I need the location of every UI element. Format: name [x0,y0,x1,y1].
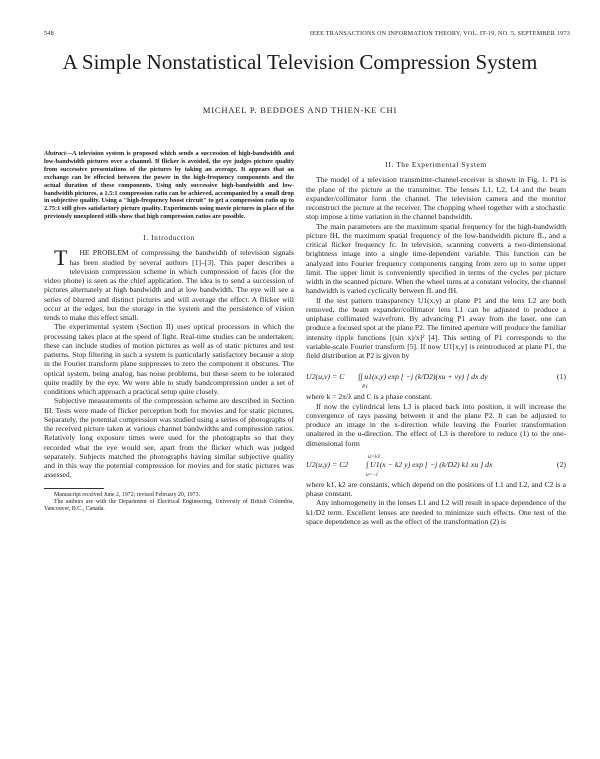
system-paragraph-2: The main parameters are the maximum spatial frequency for the high-bandwidth picture fH, the maximum spatial frequency of the low-bandwidth picture fL, and a critical flicker frequency fc. In television, scanning converts a two-dimensional brightness image into a single time-dependent variable. This function can be analyzed into Fourier frequency components ranging from zero up to some upper limit. The upper limit is conveniently specified in terms of the cycles per picture width in the scanned picture. When the wheel turns at a constant velocity, the channel bandwidth is varied cyclically between fL and fH. [306,221,567,296]
intro-paragraph-1 [44,245,294,323]
footnote-rule [44,488,104,489]
paper-title: A Simple Nonstatistical Television Compression System [62,50,538,74]
system-heading: II. The Experimental System [385,160,487,169]
equation-2-lhs: U2(u,y) = C2 [306,459,349,469]
system-paragraph-5: If now the cylindrical lens L3 is placed back into position, it will increase the convergence of rays passing between it and the plane P2. It can be adjusted to produce an image in the x-direction while leaving the Fourier transformation unaltered in the u-direction. The effect of L3 is therefore to reduce (1) to the one-dimensional form [306,401,566,448]
equation-1-limits: P1 [362,384,369,391]
system-paragraph-1: The model of a television transmitter-channel-receiver is shown in Fig. 1. P1 is the plane of the picture at the transmitter. The lenses L1, L2, L4 and the beam expander/collimator form the channel. The television camera and the monitor reconstruct the picture at the receiver. The chopping wheel together with a stochastic stop impose a time variation in the channel bandwidth. [306,175,566,222]
equation-2 [306,452,566,476]
equation-1-number: (1) [556,372,566,382]
intro-paragraph-1-text: HE PROBLEM of compressing the bandwidth of television signals has been studied by several authors [1]–[3]. This paper describes a television compression scheme in which compression of faces (for the video phone) is seen as the chief application. The idea is to send a succession of pictures alternately at high bandwidth and at low bandwidth. The eye will see a series of blurred and distinct pictures and will average the effect. A flicker will occur at the edges, but the storage in the system and the persistence of vision tends to make this effect small. [44,248,294,323]
system-paragraph-6: where k1, k2 are constants, which depend on the positions of L1 and L2, and C2 is a phase constant. [306,479,566,498]
equation-2-number: (2) [556,459,566,469]
journal-header: IEEE TRANSACTIONS ON INFORMATION THEORY, VOL. IT-19, NO. 5, SEPTEMBER 1973 [309,30,570,37]
intro-paragraph-3: Subjective measurements of the compression scheme are described in Section III. Tests were made of flicker perception both for movies and for static pictures. Separately, the potential compression was studied using a series of photographs of the received picture taken at various channel bandwidths and compression ratios. Relatively long exposure times were used for the photographs so that they recorded what the eye would see, apart from the flicker which was judged separately. Subjects matched the photographs having similar subjective quality and in this way the potential compression for movies and for static pictures was assessed. [44,396,294,480]
footnote-affiliation: The authors are with the Department of Electrical Engineering, University of British Columbia, Vancouver, B.C., Canada. [44,498,294,512]
left-column [44,150,294,513]
abstract-label: Abstract [44,150,66,157]
dropcap: T [54,245,68,271]
paper-authors: MICHAEL P. BEDDOES AND THIEN-KE CHI [202,105,398,115]
equation-2-upper-limit: u=l/2 [368,453,381,460]
system-paragraph-7: Any inhomogeneity in the lenses L1 and L2 will result in space dependence of the k1/D2 term. Excellent lenses are needed to minimize such effects. One test of the space dependence as well as the effect of the transformation (2) is [306,498,566,526]
equation-2-lower-limit: u=−l [366,471,378,478]
abstract [44,150,294,221]
right-column [306,160,566,526]
system-paragraph-3: If the test pattern transparency U1(x,y) at plane P1 and the lens L2 are both removed, the beam expander/collimator lens L1 can be adjusted to produce a uniphase collimated wavefront. By advancing P1 away from the laser, one can produce a focused spot at the plane P2. The limited aperture will produce the familiar intensity ripple functions [(sin x)/x]² [4]. This setting of P1 corresponds to the variable-scale Fourier transform [5]. If now U1[x,y] is reintroduced at plane P1, the field distribution at P2 is given by [306,295,566,360]
abstract-text: —A television system is proposed which sends a succession of high-bandwidth and low-bandwidth pictures over a channel. If flicker is avoided, the eye judges picture quality from successive presentations of the pictures by taking an average. It appears that an exchange can be effected between the power in the high-frequency components and the actual duration of these components. Using only successive high-bandwidth and low-bandwidth pictures, a 1.5:1 compression ratio can be achieved, accompanied by a small drop in subjective quality. Using a "high-frequency boost circuit" to get a compression ratio up to 2.75:1 still gives satisfactory picture quality. Experiments using movie pictures in place of the previously unexplored stills show that high compression ratios are possible. [44,150,294,221]
equation-1-body: ∫∫ u1(x,y) exp [ −j (k/D2)(xu + vy) ] dx dy [358,372,488,382]
intro-heading: I. Introduction [143,233,195,243]
equation-1 [306,364,566,391]
intro-paragraph-2: The experimental system (Section II) uses optical processors in which the processing takes place at the speed of light. Real-time studies can be undertaken; these can include studies of motion pictures as well as of static pictures and test patterns. Stop filtering in such a system is particularly satisfactory because a stop in the Fourier transform plane suppresses to zero the component it obscures. The optical system, being analog, has noise problems, but these seem to be tolerated quite readily by the eye. We were able to study bandcompression under a set of conditions which approach a practical setup quite closely. [44,322,294,397]
equation-2-body: ∫ U1(x − k2 y) exp [ −j (k/D2) k1 xu ] dx [366,459,493,469]
page-number: 548 [44,30,54,37]
system-paragraph-4: where k = 2π/λ and C is a phase constant. [306,392,433,402]
equation-1-lhs: U2(u,v) = C [306,372,345,382]
footnote-received: Manuscript received June 2, 1972; revised February 20, 1973. [54,491,201,498]
running-head [44,30,570,42]
